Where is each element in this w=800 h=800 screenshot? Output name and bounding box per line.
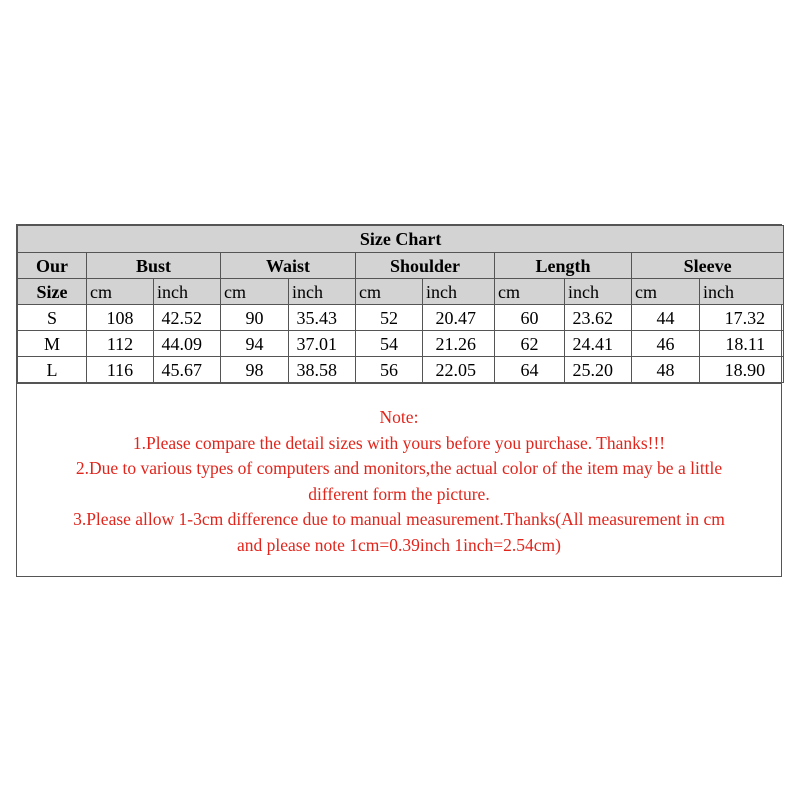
value-cell: 98: [221, 357, 289, 383]
table-row: [18, 357, 784, 383]
note-line: and please note 1cm=0.39inch 1inch=2.54cm): [237, 534, 561, 555]
value-cell: 21.26: [423, 331, 495, 357]
table-row: [18, 305, 784, 331]
value-cell: 94: [221, 331, 289, 357]
value-cell: 18.90: [700, 357, 784, 383]
value-cell: 25.20: [565, 357, 632, 383]
unit-cm: cm: [356, 279, 423, 305]
group-length: Length: [495, 253, 632, 279]
value-cell: 116: [87, 357, 154, 383]
value-cell: 18.11: [700, 331, 784, 357]
unit-inch: inch: [289, 279, 356, 305]
size-cell: L: [18, 357, 87, 383]
group-shoulder: Shoulder: [356, 253, 495, 279]
note-line: 1.Please compare the detail sizes with yours before you purchase. Thanks!!!: [132, 432, 666, 453]
value-cell: 46: [632, 331, 700, 357]
value-cell: 62: [495, 331, 565, 357]
value-cell: 44: [632, 305, 700, 331]
group-waist: Waist: [221, 253, 356, 279]
value-cell: 45.67: [154, 357, 221, 383]
value-cell: 54: [356, 331, 423, 357]
unit-inch: inch: [565, 279, 632, 305]
value-cell: 112: [87, 331, 154, 357]
unit-cm: cm: [221, 279, 289, 305]
note-box: [16, 381, 782, 577]
size-cell: M: [18, 331, 87, 357]
value-cell: 17.32: [700, 305, 784, 331]
unit-inch: inch: [700, 279, 784, 305]
value-cell: 90: [221, 305, 289, 331]
table-title: Size Chart: [18, 226, 784, 253]
value-cell: 38.58: [289, 357, 356, 383]
value-cell: 20.47: [423, 305, 495, 331]
group-bust: Bust: [87, 253, 221, 279]
value-cell: 23.62: [565, 305, 632, 331]
size-header-our: Our: [18, 253, 87, 279]
value-cell: 52: [356, 305, 423, 331]
unit-cm: cm: [495, 279, 565, 305]
note-heading: Note:: [379, 407, 419, 427]
value-cell: 48: [632, 357, 700, 383]
unit-cm: cm: [632, 279, 700, 305]
value-cell: 44.09: [154, 331, 221, 357]
value-cell: 56: [356, 357, 423, 383]
value-cell: 35.43: [289, 305, 356, 331]
table-row: [18, 331, 784, 357]
value-cell: 37.01: [289, 331, 356, 357]
value-cell: 60: [495, 305, 565, 331]
note-line: different form the picture.: [308, 483, 490, 504]
note-line: 2.Due to various types of computers and monitors,the actual color of the item may be a little: [75, 458, 723, 479]
size-chart-table: [16, 224, 782, 384]
group-sleeve: Sleeve: [632, 253, 784, 279]
value-cell: 64: [495, 357, 565, 383]
value-cell: 24.41: [565, 331, 632, 357]
value-cell: 42.52: [154, 305, 221, 331]
note-line: 3.Please allow 1-3cm difference due to manual measurement.Thanks(All measurement in cm: [73, 509, 725, 530]
value-cell: 22.05: [423, 357, 495, 383]
unit-inch: inch: [423, 279, 495, 305]
unit-inch: inch: [154, 279, 221, 305]
size-cell: S: [18, 305, 87, 331]
unit-cm: cm: [87, 279, 154, 305]
size-header-size: Size: [18, 279, 87, 305]
value-cell: 108: [87, 305, 154, 331]
